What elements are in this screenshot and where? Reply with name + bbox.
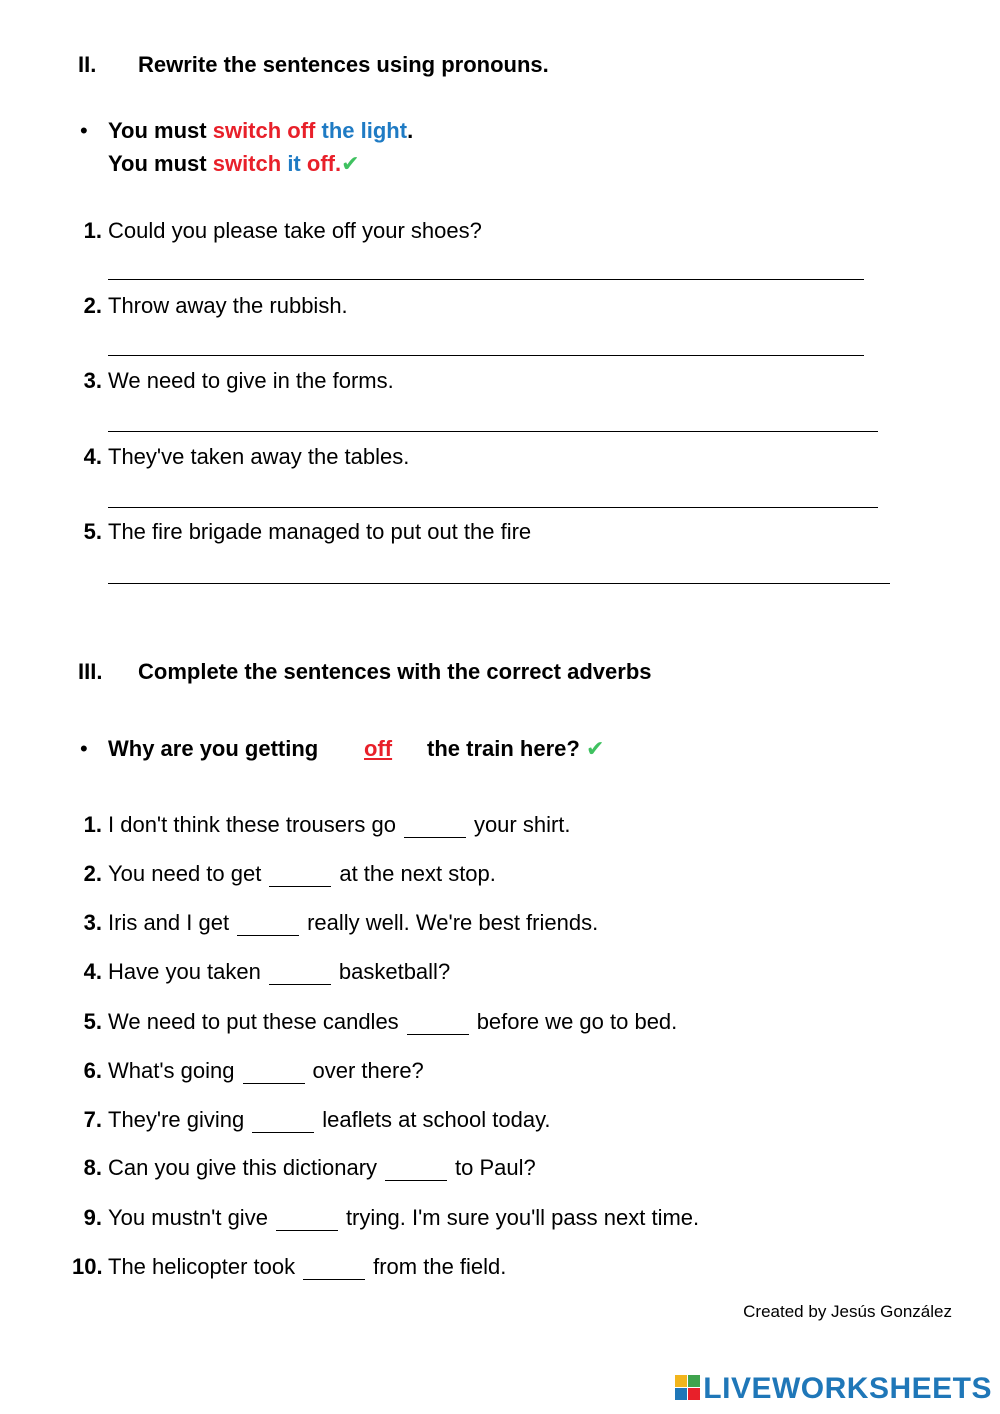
item-text: Throw away the rubbish.	[108, 293, 348, 318]
item-text: Could you please take off your shoes?	[108, 218, 482, 243]
example-answer: off	[364, 736, 393, 761]
item-text-after: your shirt.	[473, 812, 571, 837]
item-number: 10.	[72, 1254, 103, 1279]
item-text-before: Iris and I get	[108, 910, 230, 935]
item-number: 7.	[83, 1107, 102, 1132]
item-number: 4.	[83, 959, 102, 984]
adverb-blank-1[interactable]	[404, 817, 466, 838]
item-text-after: over there?	[312, 1058, 424, 1083]
item-text-after: at the next stop.	[339, 861, 496, 886]
item-text-after: really well. We're best friends.	[307, 910, 599, 935]
item-text-before: You mustn't give	[108, 1205, 268, 1230]
rewrite-answer-1[interactable]	[108, 255, 864, 280]
example-text: You must	[108, 118, 213, 143]
section-3-title: Complete the sentences with the correct adverbs	[138, 659, 652, 684]
item-number: 1.	[83, 218, 102, 243]
section-2-heading	[78, 52, 549, 78]
item-number: 2.	[83, 861, 102, 886]
liveworksheets-logo-text: LIVEWORKSHEETS	[703, 1372, 992, 1405]
item-number: 6.	[83, 1058, 102, 1083]
checkmark-icon: ✔	[585, 736, 605, 761]
item-number: 4.	[83, 444, 102, 469]
adverb-blank-10[interactable]	[303, 1259, 365, 1280]
item-text-after: basketball?	[338, 959, 451, 984]
item-text: We need to give in the forms.	[108, 368, 394, 393]
adverb-blank-3[interactable]	[237, 915, 299, 936]
item-text-before: The helicopter took	[108, 1254, 296, 1279]
example-verb: switch	[212, 151, 282, 176]
item-number: 5.	[83, 519, 102, 544]
item-text-after: leaflets at school today.	[322, 1107, 551, 1132]
item-number: 2.	[83, 293, 102, 318]
item-number: 8.	[83, 1155, 102, 1180]
example-text: Why are you getting	[108, 736, 319, 761]
adverb-blank-6[interactable]	[243, 1063, 305, 1084]
author-credit: Created by Jesús González	[743, 1302, 952, 1321]
example-rewritten-sentence	[108, 151, 360, 177]
item-text-after: from the field.	[373, 1254, 507, 1279]
item-text-before: Have you taken	[108, 959, 261, 984]
item-text-after: before we go to bed.	[476, 1009, 678, 1034]
item-number: 5.	[83, 1009, 102, 1034]
rewrite-answer-5[interactable]	[108, 559, 890, 584]
item-text-after: to Paul?	[455, 1155, 536, 1180]
item-text-before: You need to get	[108, 861, 262, 886]
example-period: .	[334, 151, 342, 176]
item-text: The fire brigade managed to put out the fire	[108, 519, 532, 544]
item-number: 3.	[83, 368, 102, 393]
example-text: You must	[108, 151, 213, 176]
liveworksheets-logo	[675, 1372, 992, 1406]
example-text: the train here?	[427, 736, 580, 761]
item-number: 1.	[83, 812, 102, 837]
item-text-before: We need to put these candles	[108, 1009, 399, 1034]
rewrite-answer-4[interactable]	[108, 483, 878, 508]
adverb-blank-4[interactable]	[269, 964, 331, 985]
adverb-blank-9[interactable]	[276, 1210, 338, 1231]
item-number: 3.	[83, 910, 102, 935]
adverb-example-answer	[364, 736, 392, 762]
adverb-blank-5[interactable]	[407, 1014, 469, 1035]
adverb-example-sentence	[108, 736, 318, 762]
item-text-after: trying. I'm sure you'll pass next time.	[345, 1205, 700, 1230]
bullet-icon: •	[80, 118, 88, 143]
section-3-number: III.	[78, 659, 103, 684]
example-pronoun: it	[287, 151, 301, 176]
example-object: the light	[321, 118, 408, 143]
adverb-example-rest	[427, 736, 604, 762]
example-particle: off	[306, 151, 335, 176]
checkmark-icon: ✔	[341, 151, 360, 176]
item-text: They've taken away the tables.	[108, 444, 410, 469]
item-text-before: I don't think these trousers go	[108, 812, 396, 837]
adverb-blank-7[interactable]	[252, 1112, 314, 1133]
adverb-blank-2[interactable]	[269, 866, 331, 887]
rewrite-answer-2[interactable]	[108, 331, 864, 356]
example-original-sentence	[108, 118, 413, 144]
item-text-before: They're giving	[108, 1107, 245, 1132]
adverb-blank-8[interactable]	[385, 1160, 447, 1181]
section-3-heading	[78, 659, 652, 685]
section-2-title: Rewrite the sentences using pronouns.	[138, 52, 549, 77]
example-verb: switch off	[212, 118, 316, 143]
rewrite-answer-3[interactable]	[108, 407, 878, 432]
example-period: .	[407, 118, 414, 143]
item-number: 9.	[83, 1205, 102, 1230]
bullet-icon: •	[80, 736, 88, 761]
liveworksheets-logo-icon	[675, 1375, 701, 1401]
item-text-before: What's going	[108, 1058, 235, 1083]
item-text-before: Can you give this dictionary	[108, 1155, 378, 1180]
section-2-number: II.	[78, 52, 97, 77]
